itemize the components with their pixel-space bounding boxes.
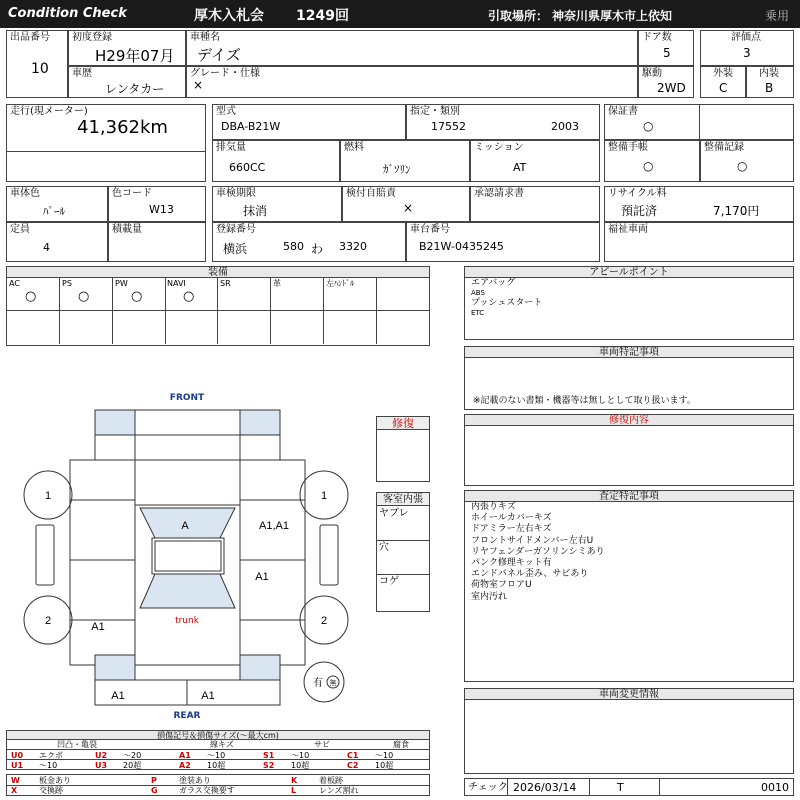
inspection-notes-title: 査定特記事項 [464,490,794,502]
insurance-label: 検付自賠責 [346,188,396,199]
mark-rear-left: A1 [111,690,125,702]
mission-label: ミッション [474,142,524,153]
recycle-fee: 7,170円 [713,204,760,218]
legend-desc: 〜20 [123,751,142,760]
drive-cell [638,66,694,98]
appeal-title: アピールポイント [464,266,794,278]
mileage-cell [6,104,206,182]
color-code-value: W13 [149,203,174,216]
maint-book-label: 整備手帳 [608,142,648,153]
legend-code: C2 [347,761,359,770]
vehicle-category: 乗用 [765,9,790,23]
fuel-label: 燃料 [344,142,364,153]
chassis-value: B21W-0435245 [419,240,504,253]
legend-desc: 交換跡 [39,786,63,795]
grade-value: × [193,78,204,92]
legend-title: 損傷記号＆損傷サイズ(〜最大cm) [6,730,430,740]
legend-code: C1 [347,751,359,760]
appeal-box [464,278,794,340]
maint-book-cell [604,140,700,182]
equipment-label: NAVI [167,279,186,288]
lot-number: 10 [31,61,49,77]
legend-code: U0 [11,751,24,760]
left-front-fender [70,460,135,500]
tire-fr-num: 1 [320,490,328,502]
equipment-value: ○ [131,289,143,304]
car-diagram [0,380,376,725]
equipment-item [324,278,377,344]
reg-no-cell [212,222,406,262]
legend-code: S1 [263,751,275,760]
legend-desc: 20超 [123,761,142,770]
interior-tear: ヤブレ [379,508,409,519]
insurance-cell [342,186,470,222]
equipment-value: ○ [25,289,37,304]
tire-fl-num: 1 [44,490,52,502]
equipment-label: 左ﾊﾝﾄﾞﾙ [326,279,354,288]
note-line: 室内汚れ [471,591,508,602]
score-value: 3 [743,46,751,60]
legend-desc: レンズ割れ [319,786,359,795]
model-label: 車種名 [190,32,220,43]
equipment-item [7,278,60,344]
load-label: 積載量 [112,224,142,235]
right-front-fender [240,460,305,500]
displacement-label: 排気量 [216,142,246,153]
legend-desc: 着板跡 [319,776,343,785]
repair-box [464,426,794,486]
check-row [464,778,794,796]
interior-burn: コゲ [379,576,399,587]
equipment-item [271,278,324,344]
interior-mini-title: 客室内張 [376,492,430,506]
type-cell [212,104,406,140]
legend-cat-scratch: 線キズ [210,740,234,749]
repair-mini-title: 修復 [376,416,430,430]
approval-label: 承認請求書 [474,188,524,199]
maint-record-cell [700,140,794,182]
check-code: 0010 [761,781,789,794]
mark-roof: A [181,520,189,532]
mark-right-front: A1,A1 [259,520,289,532]
lot-round: 1249回 [296,8,349,24]
trunk-label: trunk [175,616,199,626]
note-line: エンドパネル歪み、サビあり [471,569,589,580]
rear-left-panel [95,655,135,680]
capacity-label: 定員 [10,224,30,235]
legend-desc: 塗装あり [179,776,211,785]
legend-code: W [11,776,20,785]
equipment-item [60,278,113,344]
equipment-label: SR [220,279,231,288]
color-value: ﾊﾟｰﾙ [43,205,65,218]
legend-desc: ガラス交換要す [179,786,235,795]
left-mirror [36,525,54,585]
hood [135,435,240,460]
drive-label: 駆動 [642,68,662,79]
special-title: 車両特記事項 [464,346,794,358]
car-body [70,460,305,665]
maint-book-value: ○ [643,159,654,173]
interior-value: B [765,81,774,95]
warranty-cell [604,104,794,140]
mileage-value: 41,362km [77,117,168,138]
repair-mini-box [376,430,430,482]
legend-code: K [291,776,298,785]
legend-cat-dent: 凹凸・亀裂 [57,740,97,749]
front-label: FRONT [169,393,205,403]
legend-desc: 板金あり [39,776,71,785]
check-label: チェック [468,782,508,793]
mission-cell [470,140,600,182]
equipment-label: 革 [273,279,281,288]
equipment-label: AC [9,279,20,288]
model-value: デイズ [197,46,241,64]
legend-code: A2 [179,761,191,770]
note-line: 内張りキズ [471,502,516,512]
hood-upper [95,435,280,460]
special-box [464,358,794,410]
designation-cell [406,104,600,140]
exterior-value: C [719,81,728,95]
approval-cell [470,186,600,222]
note-line: ホイールカバーキズ [471,513,552,524]
model-cell [186,30,638,66]
tire-rr-num: 2 [320,615,328,627]
windshield-area [135,460,240,505]
auction-name: 厚木入札会 [194,8,264,24]
equipment-value: ○ [183,289,195,304]
type-label: 型式 [216,106,236,117]
brand-title: Condition Check [8,6,127,21]
displacement-cell [212,140,340,182]
fuel-value: ｶﾞｿﾘﾝ [383,163,411,176]
interior-label: 内装 [759,68,779,79]
legend-code: U2 [95,751,108,760]
legend-cat-corrosion: 腐食 [393,740,409,749]
color-label: 車体色 [10,188,40,199]
history-value: レンタカー [105,82,165,96]
note-line: フロントサイドメンバー左右U [471,535,594,546]
equipment-label: PS [62,279,72,288]
warranty-label: 保証書 [608,106,638,117]
rear-glass [140,574,235,608]
legend-desc: 10超 [207,761,226,770]
equipment-label: PW [115,279,128,288]
right-mirror [320,525,338,585]
tire-rl-num: 2 [44,615,52,627]
recycle-status: 預託済 [621,204,658,218]
spare-mark: 無 [329,680,337,687]
repair-title: 修復内容 [464,414,794,426]
inspection-value: 抹消 [243,204,268,218]
roof [152,538,224,574]
note-line: パンク修理キット有 [471,558,552,569]
appeal-list [471,278,542,318]
welfare-label: 福祉車両 [608,224,648,235]
legend-desc: 10超 [375,761,394,770]
legend-desc: 10超 [291,761,310,770]
legend-code: U1 [11,761,24,770]
mission-value: AT [513,161,527,174]
legend-code: P [151,776,157,785]
maint-record-label: 整備記録 [704,142,744,153]
warranty-value: ○ [643,119,654,133]
note-line: 荷物室フロアU [471,580,532,591]
score-cell [700,30,794,66]
exterior-label: 外装 [713,68,733,79]
spare-label: 有 [313,678,323,689]
displacement-value: 660CC [229,161,266,174]
designation-label: 指定・類別 [410,106,460,117]
color-code-cell [108,186,206,222]
inspection-notes-list [471,502,605,603]
lot-cell [6,30,68,98]
front-bumper [135,410,240,435]
roof-inner [155,541,221,571]
interior-cell [746,66,794,98]
equipment-table [6,278,430,346]
drive-value: 2WD [657,81,686,95]
legend-desc: 〜10 [375,751,394,760]
left-front-door [70,500,135,560]
rear-label: REAR [173,711,201,721]
equipment-value: ○ [78,289,90,304]
capacity-value: 4 [43,241,50,254]
type-value: DBA-B21W [221,120,281,133]
fuel-cell [340,140,470,182]
exterior-cell [700,66,746,98]
spare-tire [304,662,344,702]
legend-desc: 〜10 [207,751,226,760]
doors-label: ドア数 [642,32,672,43]
grade-cell [186,66,638,98]
front-right-panel [240,410,280,435]
reg-class: 580 [283,240,304,253]
mark-right-rear: A1 [255,571,269,583]
legend-desc: エクボ [39,751,63,760]
designation-value-2: 2003 [551,120,579,133]
change-title: 車両変更情報 [464,688,794,700]
capacity-cell [6,222,108,262]
appeal-line: プッシュスタート [471,298,543,308]
legend-table-2 [6,774,430,796]
doors-value: 5 [663,46,671,60]
color-code-label: 色コード [112,188,152,199]
inspection-label: 車検期限 [216,188,256,199]
reg-kana: わ [311,242,324,256]
legend-code: S2 [263,761,275,770]
reg-area: 横浜 [223,242,248,256]
maint-record-value: ○ [737,159,748,173]
equipment-title: 装備 [6,266,430,278]
legend-code: A1 [179,751,191,760]
equipment-item [218,278,271,344]
load-cell [108,222,206,262]
inspection-cell [212,186,342,222]
special-note: ※記載のない書類・機器等は無しとして取り扱います。 [473,396,696,406]
rear-right-panel [240,655,280,680]
mark-left-rear: A1 [91,621,105,633]
reg-number: 3320 [339,240,367,253]
welfare-cell [604,222,794,262]
color-cell [6,186,108,222]
appeal-line: ETC [471,309,485,317]
legend-cat-rust: サビ [314,740,330,749]
mileage-label: 走行(現メーター) [10,106,88,117]
legend-desc: 〜10 [291,751,310,760]
pickup-location: 神奈川県厚木市上依知 [552,9,673,23]
legend-code: G [151,786,158,795]
right-rear-door [240,560,305,620]
equipment-item [165,278,218,344]
pickup-label: 引取場所： [488,9,549,23]
inspection-notes-box [464,502,794,682]
note-line: リヤフェンダーガソリンシミあり [471,546,605,557]
front-left-panel [95,410,135,435]
designation-value: 17552 [431,120,466,133]
reg-no-label: 登録番号 [216,224,256,235]
score-label: 評価点 [731,32,761,43]
history-cell [68,66,186,98]
header-bar [0,0,800,28]
interior-hole: 穴 [379,542,389,553]
first-reg-value: H29年07月 [95,47,175,65]
first-reg-label: 初度登録 [72,32,112,43]
legend-code: U3 [95,761,108,770]
appeal-line: エアバッグ [471,278,516,288]
legend-desc: 〜10 [39,761,58,770]
insurance-value: × [403,201,414,215]
first-reg-cell [68,30,186,66]
appeal-line: ABS [471,289,485,297]
recycle-label: リサイクル料 [608,188,667,199]
legend-table-1 [6,740,430,770]
doors-cell [638,30,694,66]
equipment-item [113,278,166,344]
check-date: 2026/03/14 [513,781,577,794]
lot-label: 出品番号 [10,32,50,43]
legend-code: L [291,786,297,795]
recycle-cell [604,186,794,222]
interior-mini-box [376,506,430,612]
chassis-label: 車台番号 [410,224,450,235]
chassis-cell [406,222,600,262]
grade-label: グレード・仕様 [190,68,260,79]
left-rear-door [70,560,135,620]
mark-rear-right: A1 [201,690,215,702]
check-mark: T [617,781,624,794]
change-box [464,700,794,774]
history-label: 車歴 [72,68,92,79]
note-line: ドアミラー左右キズ [471,524,552,535]
legend-code: X [11,786,18,795]
